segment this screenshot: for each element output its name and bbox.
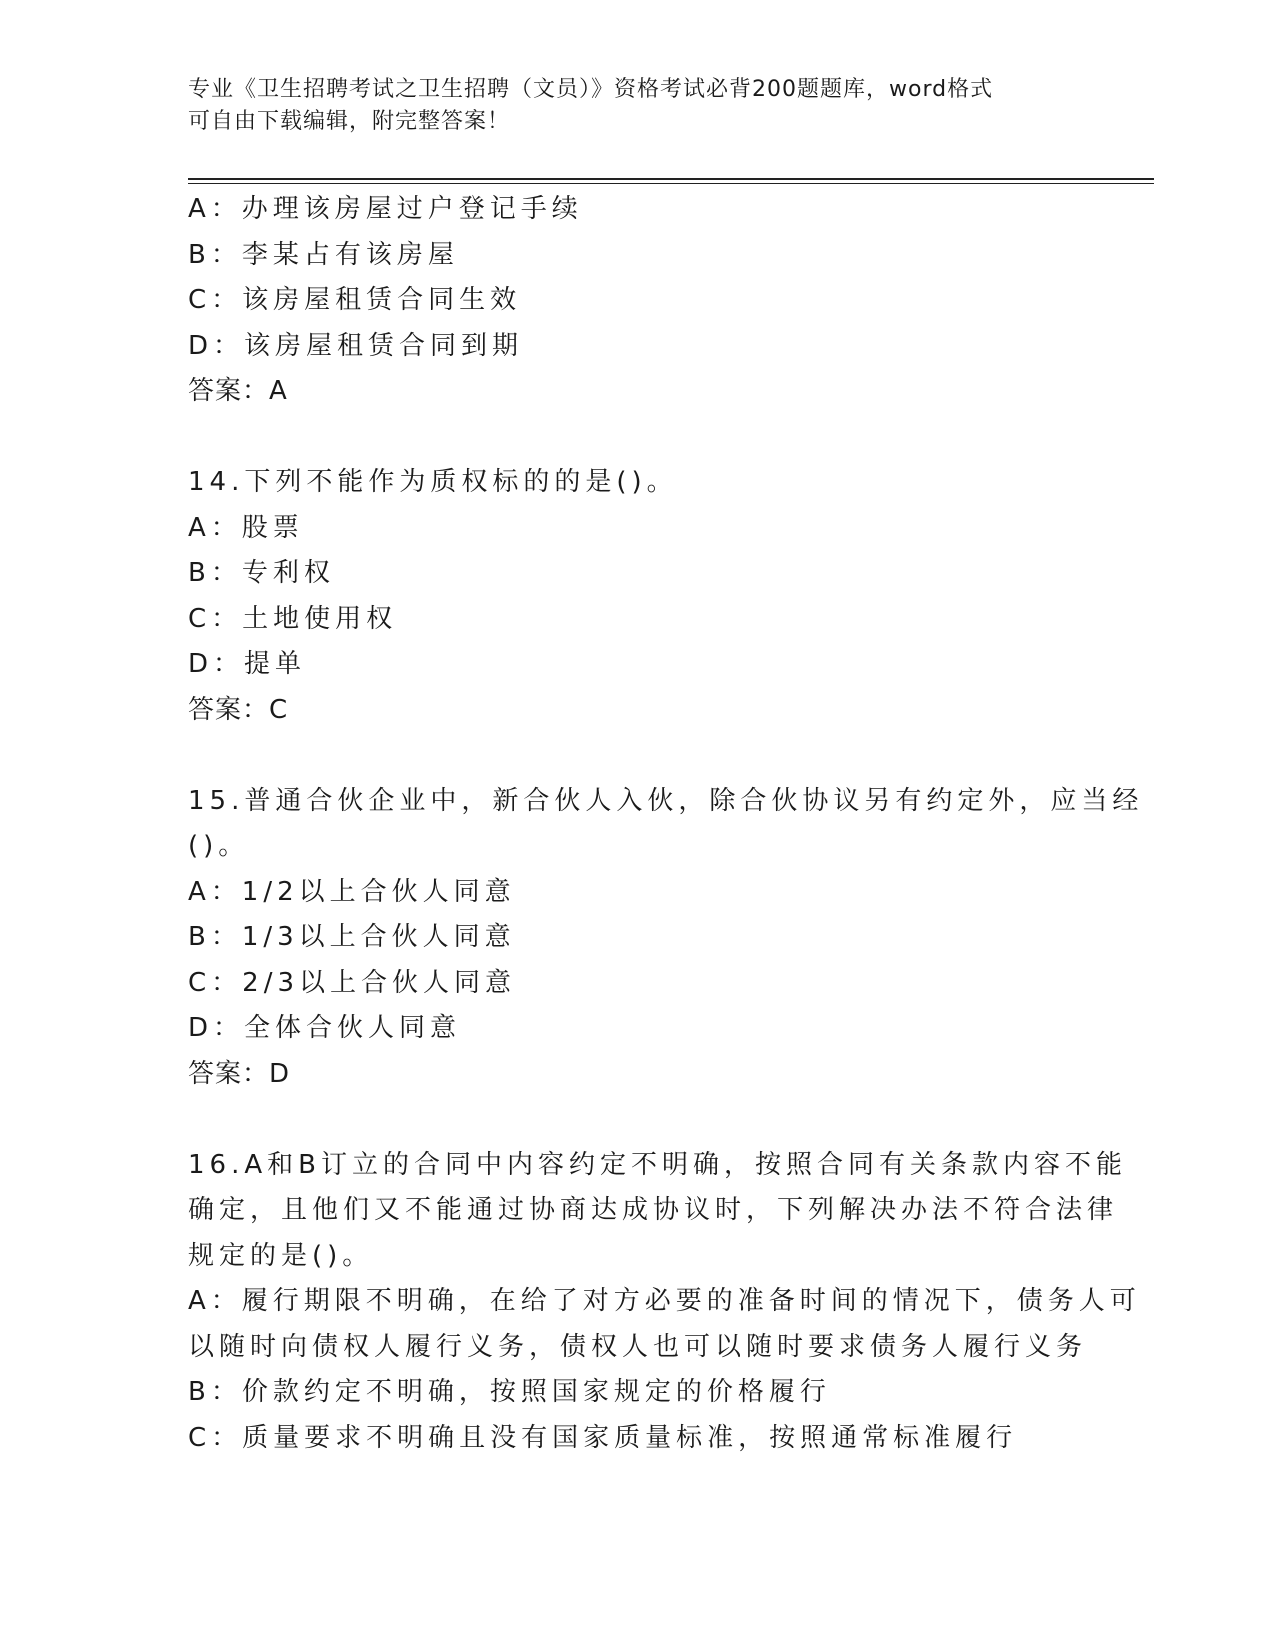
question-14-block (188, 460, 1088, 733)
option-c: C：质量要求不明确且没有国家质量标准，按照通常标准履行 (188, 1422, 1018, 1453)
option-b: B：价款约定不明确，按照国家规定的价格履行 (188, 1377, 831, 1407)
question-stem-line-3: 规定的是()。 (188, 1240, 374, 1271)
option-c: C：该房屋租赁合同生效 (188, 285, 522, 315)
question-16-block (188, 1143, 1141, 1462)
option-a-line-2: 以随时向债权人履行义务，债权人也可以随时要求债务人履行义务 (188, 1331, 1088, 1362)
question-stem-line-1: 15.普通合伙企业中，新合伙人入伙，除合伙协议另有约定外，应当经 (188, 785, 1144, 816)
option-a: A：办理该房屋过户登记手续 (188, 194, 583, 224)
option-b: B：专利权 (188, 558, 335, 588)
document-header (188, 74, 1088, 138)
question-stem-line-2: ()。 (188, 831, 250, 861)
spacer (188, 1097, 1088, 1143)
answer: 答案：C (188, 694, 289, 725)
question-stem-line-2: 确定，且他们又不能通过协商达成协议时，下列解决办法不符合法律 (188, 1195, 1119, 1225)
spacer (188, 733, 1088, 779)
spacer (188, 415, 1088, 461)
option-b: B：1/3以上合伙人同意 (188, 922, 516, 952)
option-c: C：2/3以上合伙人同意 (188, 967, 516, 998)
option-d: D：该房屋租赁合同到期 (188, 330, 524, 361)
option-b: B：李某占有该房屋 (188, 239, 459, 270)
question-stem: 14.下列不能作为质权标的的是()。 (188, 467, 678, 497)
option-a: A：股票 (188, 512, 304, 543)
question-stem-line-1: 16.A和B订立的合同中内容约定不明确，按照合同有关条款内容不能 (188, 1149, 1127, 1180)
question-content (188, 187, 1144, 1461)
option-d: D：全体合伙人同意 (188, 1013, 462, 1043)
header-line-1: 专业《卫生招聘考试之卫生招聘（文员）》资格考试必背200题题库，word格式 (188, 77, 994, 102)
question-13-block (188, 187, 1088, 415)
answer: 答案：A (188, 376, 288, 406)
header-line-2: 可自由下载编辑，附完整答案！ (188, 109, 511, 134)
header-divider-thick (188, 178, 1154, 180)
option-c: C：土地使用权 (188, 603, 398, 634)
option-a: A：1/2以上合伙人同意 (188, 876, 516, 907)
question-15-block (188, 779, 1144, 1098)
option-a-line-1: A：履行期限不明确，在给了对方必要的准备时间的情况下，债务人可 (188, 1286, 1141, 1316)
answer: 答案：D (188, 1058, 291, 1089)
header-divider-thin (188, 183, 1154, 184)
option-d: D：提单 (188, 649, 307, 679)
